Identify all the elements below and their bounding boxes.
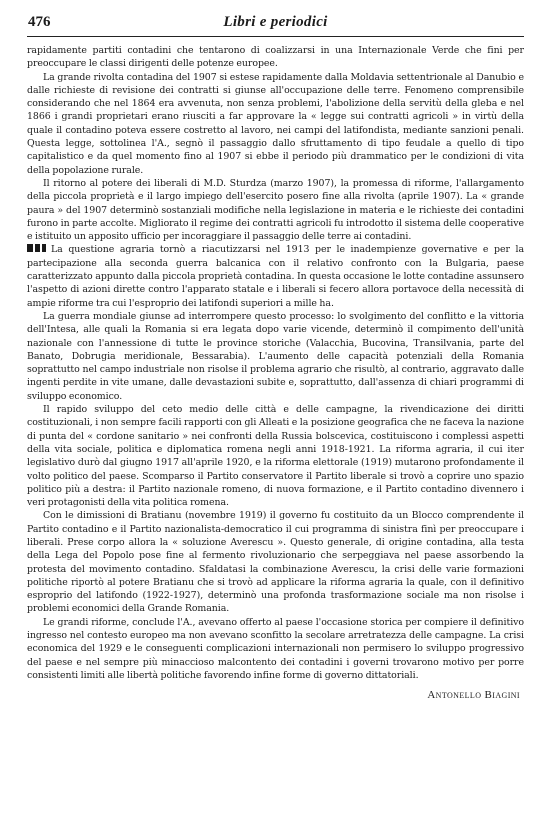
page-number: 476 — [28, 14, 51, 30]
paragraph-6: Il rapido sviluppo del ceto medio delle città e delle campagne, la rivendicazione dei diritti costituzionali, i non sempre facili rapporti con gli Alleati e la posizione geografica che ne faceva la nazione di punta del « cordone sanitario » nei confronti della Russia bolscevica, costituiscono i complessi aspetti della vita sociale, politica e diplomatica romena negli anni 1918-1921. La riforma agraria, il cui iter legislativo durò dal giugno 1917 all'aprile 1920, e la riforma elettorale (1919) mutarono profondamente il volto politico del paese. Scomparso il Partito conservatore il Partito liberale si trovò a coprire uno spazio politico più a destra: il Partito nazionale romeno, di nuova formazione, e il Partito contadino divennero i veri protagonisti della vita politica romena. — [27, 404, 524, 509]
paragraph-7: Con le dimissioni di Bratianu (novembre 1919) il governo fu costituito da un Blocco comprendente il Partito contadino e il Partito nazionalista-democratico il cui programma di sinistra finì per preoccupare i liberali. Prese corpo allora la « soluzione Averescu ». Questo generale, di origine contadina, alla testa della Lega del Popolo pose fine al fermento rivoluzionario che serpeggiava nel paese assorbendo la protesta del movimento contadino. Sfaldatasi la combinazione Averescu, la crisi delle varie formazioni politiche riportò al potere Bratianu che si trovò ad applicare la riforma agraria la quale, con il definitivo esproprio del latifondo (1922-1927), determinò una profonda trasformazione sociale ma non risolse i problemi economici della Grande Romania. — [27, 510, 524, 615]
page-header — [27, 14, 524, 32]
paragraph-8: Le grandi riforme, conclude l'A., avevano offerto al paese l'occasione storica per compiere il definitivo ingresso nel contesto europeo ma non avevano sconfitto la secolare arretratezza delle campagne. La crisi economica del 1929 e le conseguenti complicazioni internazionali non permisero lo sviluppo progressivo del paese e nel sempre più minaccioso malcontento dei contadini i governi trovarono motivo per porre consistenti limiti alle libertà politiche favorendo infine forme di governo dittatoriali. — [27, 616, 524, 681]
running-title: Libri e periodici — [223, 14, 328, 30]
paragraph-2: La grande rivolta contadina del 1907 si estese rapidamente dalla Moldavia settentrionale al Danubio e dalle richieste di revisione dei contratti si giunse all'occupazione delle terre. Fenomeno comprensibile considerando che nel 1864 era avvenuta, non senza problemi, l'abolizione della servitù della gleba e nel 1866 i grandi proprietari erano riusciti a far approvare la « legge sui contratti agricoli » in virtù della quale il contadino poteva essere costretto al lavoro, nei campi del latifondista, mediante sanzioni penali. Questa legge, sottolinea l'A., segnò il passaggio dallo sfruttamento di tipo feudale a quello di tipo capitalistico e da quel momento fino al 1907 si ebbe il periodo più drammatico per le condizioni di vita della popolazione rurale. — [27, 71, 524, 176]
paragraph-5: La guerra mondiale giunse ad interrompere questo processo: lo svolgimento del conflitto e la vittoria dell'Intesa, alle quali la Romania si era legata dopo varie vicende, determinò il compimento dell'unità nazionale con l'annessione di tutte le province storiche (Valacchia, Bucovina, Transilvania, parte del Banato, Dobrugia meridionale, Bessarabia). L'aumento delle capacità potenziali della Romania soprattutto nel campo industriale non risolse il problema agrario che risultò, al contrario, aggravato dalle ingenti perdite in vite umane, dalle devastazioni subite e, soprattutto, dall'assenza di chiari programmi di sviluppo economico. — [27, 310, 524, 402]
paragraph-3: Il ritorno al potere dei liberali di M.D. Sturdza (marzo 1907), la promessa di riforme, l'allargamento della piccola proprietà e il largo impiego dell'esercito posero fine alla rivolta (aprile 1907). La « grande paura » del 1907 determinò sostanziali modifiche nella legislazione in materia e le richieste dei contadini furono in parte accolte. Migliorato il regime dei contratti agricoli fu introdotto il sistema delle cooperative e istituito un apposito ufficio per incoraggiare il passaggio delle terre ai contadini. — [27, 177, 524, 243]
paragraph-4-text: La questione agraria tornò a riacutizzarsi nel 1913 per le inadempienze governative e per la partecipazione alla seconda guerra balcanica con il relativo confronto con la Bulgaria, paese caratterizzato appunto dalla piccola proprietà contadina. In questa occasione le lotte contadine assunsero l'aspetto di azioni dirette contro l'apparato statale e i liberali si fecero allora portavoce della necessità di ampie riforme tra cui l'esproprio dei latifondi superiori a mille ha. — [27, 244, 524, 309]
header-rule — [27, 36, 524, 37]
article-body — [27, 44, 524, 682]
paragraph-1: rapidamente partiti contadini che tentarono di coalizzarsi in una Internazionale Verde che fini per preoccupare le classi dirigenti delle potenze europee. — [27, 45, 524, 70]
paragraph-4 — [27, 243, 524, 309]
margin-mark-icon — [27, 244, 47, 252]
author-signature: Antonello Biagini — [427, 689, 520, 702]
